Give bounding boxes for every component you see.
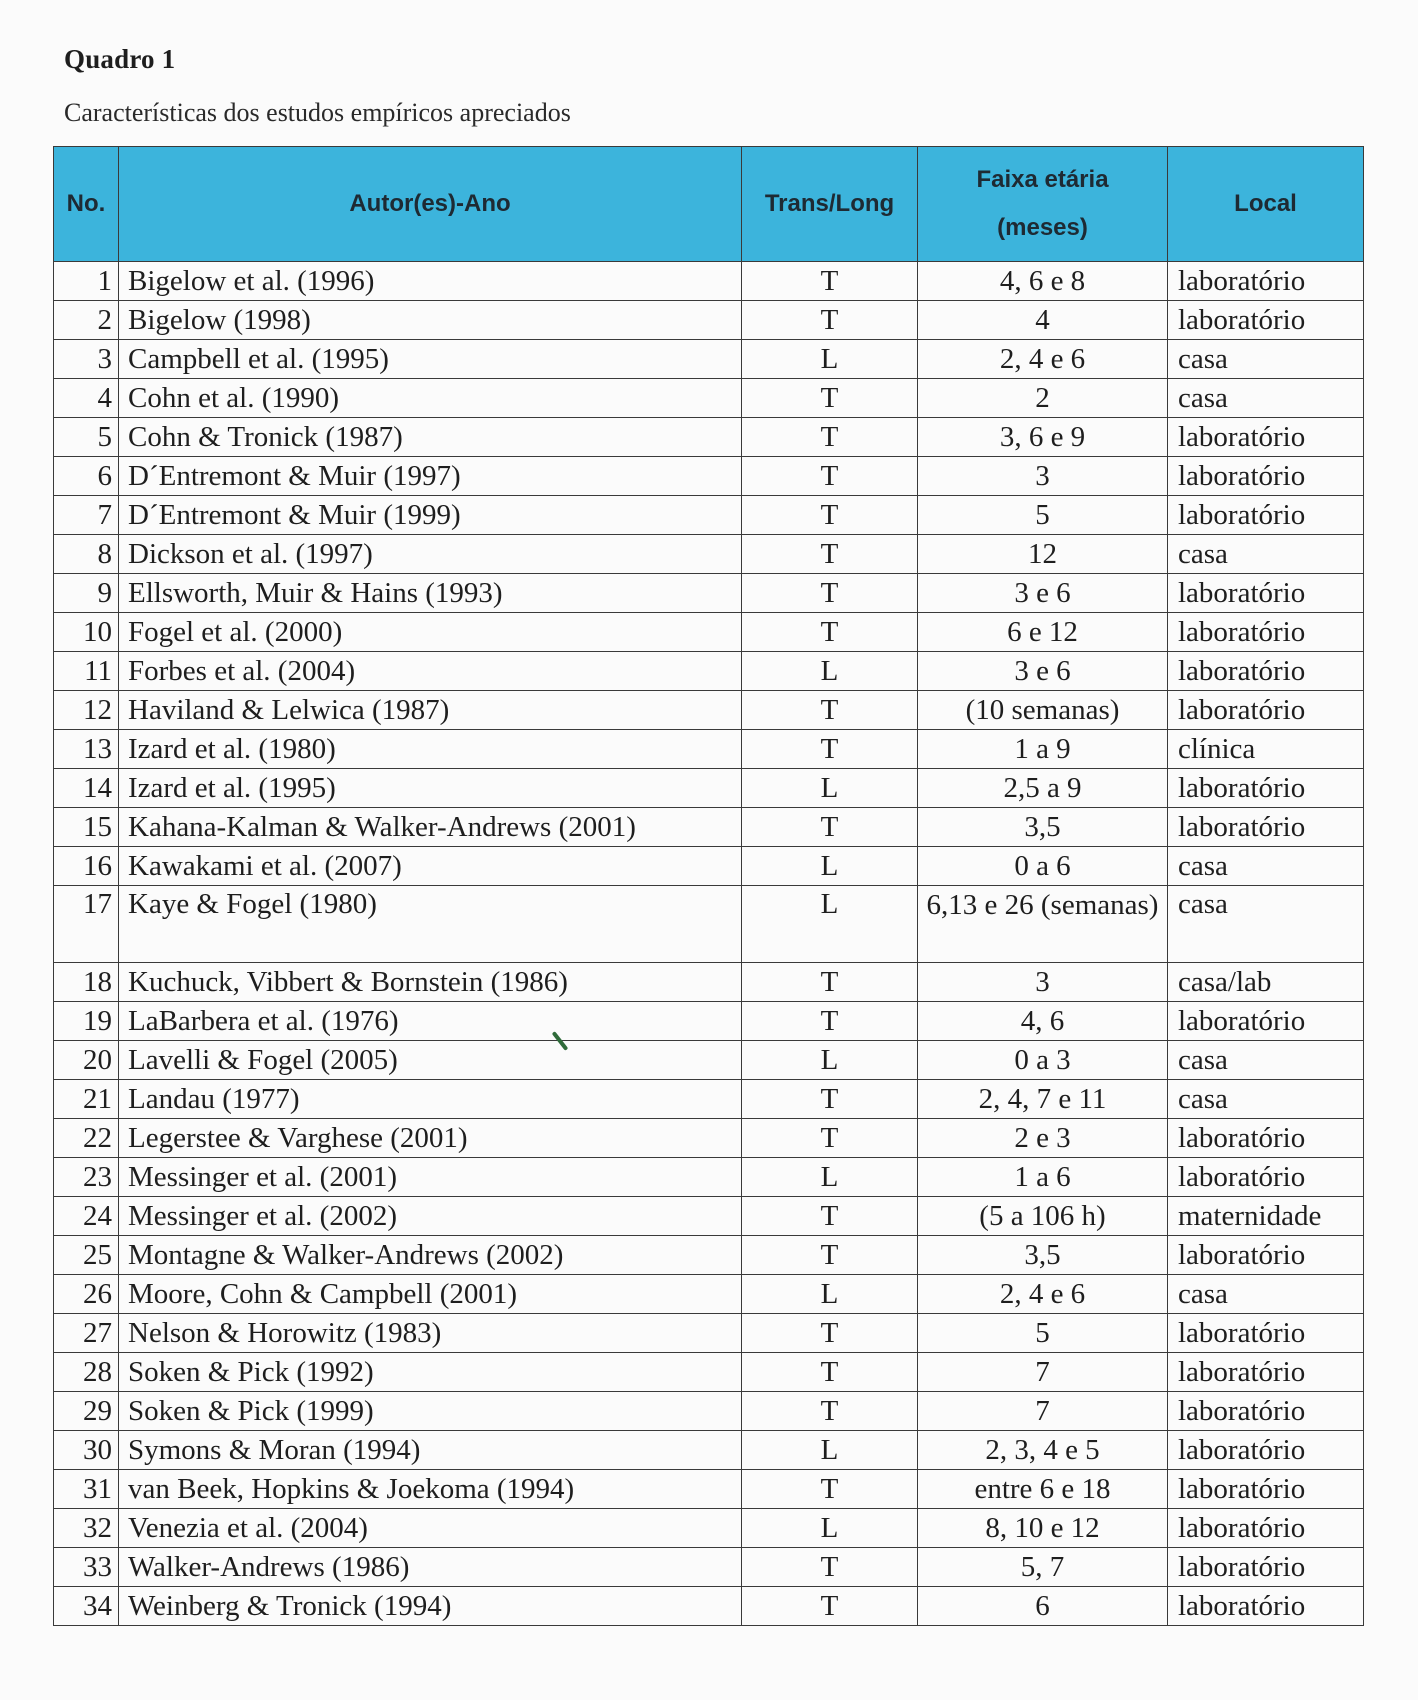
cell-local: laboratório	[1168, 301, 1364, 340]
table-row	[54, 1197, 1364, 1236]
cell-number: 1	[54, 262, 119, 301]
cell-local: laboratório	[1168, 496, 1364, 535]
table-row	[54, 535, 1364, 574]
cell-author: Weinberg & Tronick (1994)	[119, 1587, 742, 1626]
table-row	[54, 1392, 1364, 1431]
table-row	[54, 1236, 1364, 1275]
cell-trans-long: T	[742, 1353, 918, 1392]
cell-author: Soken & Pick (1999)	[119, 1392, 742, 1431]
cell-author: Landau (1977)	[119, 1080, 742, 1119]
table-row	[54, 1431, 1364, 1470]
cell-trans-long: L	[742, 340, 918, 379]
table-row	[54, 379, 1364, 418]
table-row	[54, 1314, 1364, 1353]
cell-author: Ellsworth, Muir & Hains (1993)	[119, 574, 742, 613]
cell-number: 13	[54, 730, 119, 769]
cell-number: 18	[54, 963, 119, 1002]
cell-local: laboratório	[1168, 808, 1364, 847]
table-row	[54, 652, 1364, 691]
cell-number: 14	[54, 769, 119, 808]
studies-table-container	[53, 146, 1364, 1626]
cell-author: Messinger et al. (2001)	[119, 1158, 742, 1197]
cell-trans-long: T	[742, 379, 918, 418]
header-row	[54, 147, 1364, 262]
cell-number: 24	[54, 1197, 119, 1236]
header-trans-long: Trans/Long	[742, 147, 918, 262]
cell-age-range: 1 a 6	[918, 1158, 1168, 1197]
document-subtitle: Características dos estudos empíricos apreciados	[64, 98, 571, 127]
cell-local: laboratório	[1168, 613, 1364, 652]
cell-number: 33	[54, 1548, 119, 1587]
cell-trans-long: T	[742, 574, 918, 613]
table-row	[54, 730, 1364, 769]
cell-local: laboratório	[1168, 1431, 1364, 1470]
cell-number: 26	[54, 1275, 119, 1314]
cell-age-range: 4, 6 e 8	[918, 262, 1168, 301]
cell-trans-long: T	[742, 691, 918, 730]
table-row	[54, 496, 1364, 535]
table-row	[54, 847, 1364, 886]
cell-number: 16	[54, 847, 119, 886]
cell-number: 27	[54, 1314, 119, 1353]
table-header	[54, 147, 1364, 262]
cell-number: 19	[54, 1002, 119, 1041]
cell-number: 23	[54, 1158, 119, 1197]
cell-age-range: entre 6 e 18	[918, 1470, 1168, 1509]
cell-local: laboratório	[1168, 1119, 1364, 1158]
cell-trans-long: T	[742, 1314, 918, 1353]
document-title: Quadro 1	[64, 44, 176, 74]
cell-trans-long: T	[742, 1548, 918, 1587]
cell-trans-long: L	[742, 847, 918, 886]
header-no: No.	[54, 147, 119, 262]
cell-trans-long: L	[742, 1158, 918, 1197]
cell-number: 7	[54, 496, 119, 535]
cell-number: 22	[54, 1119, 119, 1158]
cell-local: laboratório	[1168, 418, 1364, 457]
cell-trans-long: T	[742, 535, 918, 574]
table-row	[54, 301, 1364, 340]
cell-trans-long: T	[742, 1119, 918, 1158]
cell-trans-long: L	[742, 1431, 918, 1470]
cell-age-range: 3,5	[918, 1236, 1168, 1275]
table-row	[54, 1275, 1364, 1314]
table-row	[54, 262, 1364, 301]
cell-author: Bigelow (1998)	[119, 301, 742, 340]
table-row	[54, 1509, 1364, 1548]
cell-trans-long: L	[742, 769, 918, 808]
cell-author: Soken & Pick (1992)	[119, 1353, 742, 1392]
cell-age-range: 6 e 12	[918, 613, 1168, 652]
cell-author: D´Entremont & Muir (1999)	[119, 496, 742, 535]
cell-trans-long: T	[742, 613, 918, 652]
cell-trans-long: T	[742, 1080, 918, 1119]
cell-local: clínica	[1168, 730, 1364, 769]
cell-age-range: 7	[918, 1353, 1168, 1392]
cell-trans-long: L	[742, 1275, 918, 1314]
table-row	[54, 613, 1364, 652]
cell-trans-long: T	[742, 1392, 918, 1431]
cell-author: Kawakami et al. (2007)	[119, 847, 742, 886]
cell-age-range: 3,5	[918, 808, 1168, 847]
cell-trans-long: T	[742, 1197, 918, 1236]
cell-number: 11	[54, 652, 119, 691]
cell-author: Kahana-Kalman & Walker-Andrews (2001)	[119, 808, 742, 847]
cell-local: laboratório	[1168, 1587, 1364, 1626]
cell-local: laboratório	[1168, 769, 1364, 808]
cell-local: laboratório	[1168, 1470, 1364, 1509]
table-row	[54, 1470, 1364, 1509]
cell-local: laboratório	[1168, 1002, 1364, 1041]
cell-trans-long: T	[742, 418, 918, 457]
cell-author: Bigelow et al. (1996)	[119, 262, 742, 301]
cell-trans-long: T	[742, 262, 918, 301]
cell-age-range: 6	[918, 1587, 1168, 1626]
cell-trans-long: L	[742, 1509, 918, 1548]
cell-author: Venezia et al. (2004)	[119, 1509, 742, 1548]
cell-number: 29	[54, 1392, 119, 1431]
cell-author: Legerstee & Varghese (2001)	[119, 1119, 742, 1158]
cell-number: 28	[54, 1353, 119, 1392]
table-row	[54, 886, 1364, 963]
cell-age-range: 5	[918, 1314, 1168, 1353]
cell-author: Kaye & Fogel (1980)	[119, 886, 742, 963]
table-row	[54, 1041, 1364, 1080]
cell-age-range: 2 e 3	[918, 1119, 1168, 1158]
studies-table	[53, 146, 1364, 1626]
cell-local: casa	[1168, 1275, 1364, 1314]
cell-trans-long: T	[742, 963, 918, 1002]
cell-age-range: 2, 4 e 6	[918, 1275, 1168, 1314]
header-author: Autor(es)-Ano	[119, 147, 742, 262]
table-row	[54, 691, 1364, 730]
cell-local: laboratório	[1168, 262, 1364, 301]
cell-author: Moore, Cohn & Campbell (2001)	[119, 1275, 742, 1314]
table-body	[54, 262, 1364, 1626]
cell-author: Cohn et al. (1990)	[119, 379, 742, 418]
cell-local: casa	[1168, 1041, 1364, 1080]
cell-author: Fogel et al. (2000)	[119, 613, 742, 652]
cell-trans-long: T	[742, 457, 918, 496]
cell-number: 2	[54, 301, 119, 340]
cell-trans-long: T	[742, 496, 918, 535]
cell-trans-long: T	[742, 301, 918, 340]
table-row	[54, 340, 1364, 379]
cell-local: casa	[1168, 1080, 1364, 1119]
cell-number: 20	[54, 1041, 119, 1080]
cell-local: laboratório	[1168, 1158, 1364, 1197]
cell-age-range: 2,5 a 9	[918, 769, 1168, 808]
cell-number: 21	[54, 1080, 119, 1119]
cell-age-range: 4	[918, 301, 1168, 340]
cell-age-range: 2, 3, 4 e 5	[918, 1431, 1168, 1470]
cell-age-range: 3, 6 e 9	[918, 418, 1168, 457]
header-age-range: Faixa etária (meses)	[918, 147, 1168, 262]
table-row	[54, 1158, 1364, 1197]
cell-trans-long: T	[742, 808, 918, 847]
table-row	[54, 1548, 1364, 1587]
cell-number: 31	[54, 1470, 119, 1509]
cell-number: 4	[54, 379, 119, 418]
cell-local: casa	[1168, 379, 1364, 418]
cell-age-range: (5 a 106 h)	[918, 1197, 1168, 1236]
cell-age-range: 2, 4 e 6	[918, 340, 1168, 379]
cell-age-range: 3	[918, 963, 1168, 1002]
table-row	[54, 457, 1364, 496]
cell-age-range: 2, 4, 7 e 11	[918, 1080, 1168, 1119]
cell-age-range: 4, 6	[918, 1002, 1168, 1041]
cell-local: laboratório	[1168, 457, 1364, 496]
cell-local: laboratório	[1168, 1392, 1364, 1431]
table-row	[54, 418, 1364, 457]
cell-number: 3	[54, 340, 119, 379]
cell-number: 5	[54, 418, 119, 457]
cell-number: 6	[54, 457, 119, 496]
cell-age-range: 6,13 e 26 (semanas)	[918, 886, 1168, 963]
cell-author: Montagne & Walker-Andrews (2002)	[119, 1236, 742, 1275]
table-row	[54, 1353, 1364, 1392]
cell-author: D´Entremont & Muir (1997)	[119, 457, 742, 496]
cell-local: laboratório	[1168, 1314, 1364, 1353]
cell-age-range: 5, 7	[918, 1548, 1168, 1587]
cell-number: 10	[54, 613, 119, 652]
cell-number: 12	[54, 691, 119, 730]
cell-local: laboratório	[1168, 691, 1364, 730]
cell-number: 17	[54, 886, 119, 963]
cell-age-range: 3	[918, 457, 1168, 496]
cell-number: 25	[54, 1236, 119, 1275]
cell-author: Walker-Andrews (1986)	[119, 1548, 742, 1587]
cell-trans-long: L	[742, 886, 918, 963]
cell-number: 32	[54, 1509, 119, 1548]
header-local: Local	[1168, 147, 1364, 262]
cell-local: laboratório	[1168, 574, 1364, 613]
cell-author: Cohn & Tronick (1987)	[119, 418, 742, 457]
table-row	[54, 1119, 1364, 1158]
cell-age-range: 5	[918, 496, 1168, 535]
cell-author: Forbes et al. (2004)	[119, 652, 742, 691]
cell-trans-long: T	[742, 1587, 918, 1626]
cell-age-range: 12	[918, 535, 1168, 574]
cell-age-range: 2	[918, 379, 1168, 418]
cell-age-range: 1 a 9	[918, 730, 1168, 769]
cell-local: casa	[1168, 535, 1364, 574]
cell-author: Campbell et al. (1995)	[119, 340, 742, 379]
cell-local: laboratório	[1168, 652, 1364, 691]
cell-author: Haviland & Lelwica (1987)	[119, 691, 742, 730]
cell-number: 34	[54, 1587, 119, 1626]
table-row	[54, 963, 1364, 1002]
cell-author: Izard et al. (1995)	[119, 769, 742, 808]
cell-age-range: 0 a 3	[918, 1041, 1168, 1080]
cell-age-range: 3 e 6	[918, 574, 1168, 613]
cell-local: laboratório	[1168, 1353, 1364, 1392]
cell-number: 9	[54, 574, 119, 613]
cell-author: Izard et al. (1980)	[119, 730, 742, 769]
cell-number: 15	[54, 808, 119, 847]
table-row	[54, 574, 1364, 613]
cell-author: Lavelli & Fogel (2005)	[119, 1041, 742, 1080]
cell-trans-long: L	[742, 652, 918, 691]
cell-local: laboratório	[1168, 1509, 1364, 1548]
cell-number: 8	[54, 535, 119, 574]
cell-age-range: 3 e 6	[918, 652, 1168, 691]
cell-author: Symons & Moran (1994)	[119, 1431, 742, 1470]
cell-trans-long: T	[742, 1470, 918, 1509]
table-row	[54, 1002, 1364, 1041]
table-row	[54, 808, 1364, 847]
cell-local: laboratório	[1168, 1548, 1364, 1587]
cell-trans-long: T	[742, 1002, 918, 1041]
cell-author: van Beek, Hopkins & Joekoma (1994)	[119, 1470, 742, 1509]
cell-age-range: 7	[918, 1392, 1168, 1431]
table-row	[54, 1587, 1364, 1626]
cell-number: 30	[54, 1431, 119, 1470]
cell-author: LaBarbera et al. (1976)	[119, 1002, 742, 1041]
cell-author: Nelson & Horowitz (1983)	[119, 1314, 742, 1353]
cell-age-range: 8, 10 e 12	[918, 1509, 1168, 1548]
cell-trans-long: T	[742, 1236, 918, 1275]
cell-author: Messinger et al. (2002)	[119, 1197, 742, 1236]
cell-local: casa	[1168, 886, 1364, 963]
cell-age-range: 0 a 6	[918, 847, 1168, 886]
cell-trans-long: T	[742, 730, 918, 769]
cell-local: maternidade	[1168, 1197, 1364, 1236]
cell-local: casa	[1168, 847, 1364, 886]
cell-local: casa	[1168, 340, 1364, 379]
cell-trans-long: L	[742, 1041, 918, 1080]
cell-author: Dickson et al. (1997)	[119, 535, 742, 574]
cell-author: Kuchuck, Vibbert & Bornstein (1986)	[119, 963, 742, 1002]
cell-local: laboratório	[1168, 1236, 1364, 1275]
table-row	[54, 769, 1364, 808]
table-row	[54, 1080, 1364, 1119]
cell-local: casa/lab	[1168, 963, 1364, 1002]
cell-age-range: (10 semanas)	[918, 691, 1168, 730]
